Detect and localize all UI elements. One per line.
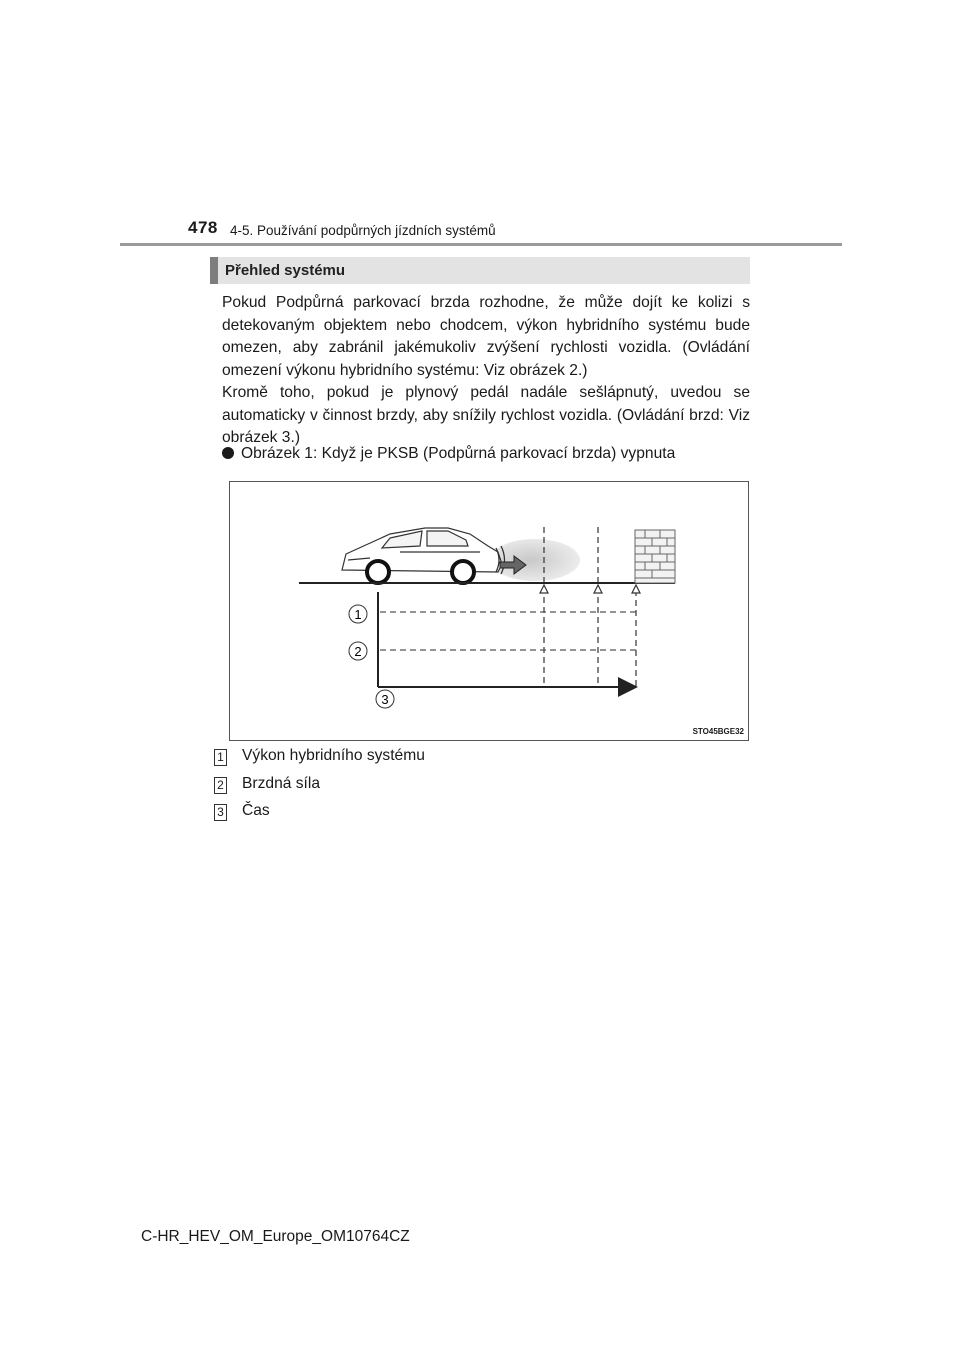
car-illustration bbox=[342, 528, 502, 572]
section-heading bbox=[210, 257, 750, 284]
bullet-text: Obrázek 1: Když je PKSB (Podpůrná parkovací brzda) vypnuta bbox=[241, 445, 676, 462]
bullet-dot-icon bbox=[222, 447, 234, 459]
callout-3 bbox=[376, 690, 394, 708]
sensor-detection-area bbox=[490, 539, 580, 581]
header-divider bbox=[120, 243, 842, 246]
brick-wall bbox=[635, 530, 675, 583]
illustration-figure bbox=[229, 481, 749, 741]
footer-code: C-HR_HEV_OM_Europe_OM10764CZ bbox=[141, 1228, 410, 1245]
pksb-diagram bbox=[230, 482, 750, 742]
legend-label: Výkon hybridního systému bbox=[242, 747, 425, 764]
legend-number: 1 bbox=[214, 749, 227, 766]
legend-label: Brzdná síla bbox=[242, 774, 321, 792]
triangle-marker-icon bbox=[540, 585, 640, 593]
figure-code: STO45BGE32 bbox=[692, 727, 744, 736]
callout-1 bbox=[349, 605, 367, 623]
legend-label: Čas bbox=[242, 802, 270, 819]
paragraph-2: Kromě toho, pokud je plynový pedál nadále sešlápnutý, uvedou se automaticky v činnost brzdy, aby snížily rychlost vozidla. (Ovládání brzd: Viz obrázek 3.) bbox=[222, 384, 750, 446]
svg-text:2: 2 bbox=[354, 644, 362, 659]
page-number: 478 bbox=[188, 218, 218, 237]
paragraph-1: Pokud Podpůrná parkovací brzda rozhodne, že může dojít ke kolizi s detekovaným objektem nebo chodcem, výkon hybridního systému bude omezen, aby zabránil jakémukoliv zvýšení rychlosti vozidla. (Ovládání omezení výkonu hybridního systému: Viz obrázek 2.) bbox=[222, 294, 750, 379]
legend-number: 2 bbox=[214, 777, 227, 794]
svg-text:3: 3 bbox=[381, 692, 389, 707]
legend-number: 3 bbox=[214, 804, 227, 821]
svg-text:1: 1 bbox=[354, 607, 362, 622]
section-accent bbox=[210, 257, 218, 284]
chapter-title: 4-5. Používání podpůrných jízdních systémů bbox=[230, 223, 496, 238]
bullet-item bbox=[222, 445, 675, 463]
body-text bbox=[222, 292, 750, 450]
section-title: Přehled systému bbox=[225, 262, 346, 279]
callout-2 bbox=[349, 642, 367, 660]
